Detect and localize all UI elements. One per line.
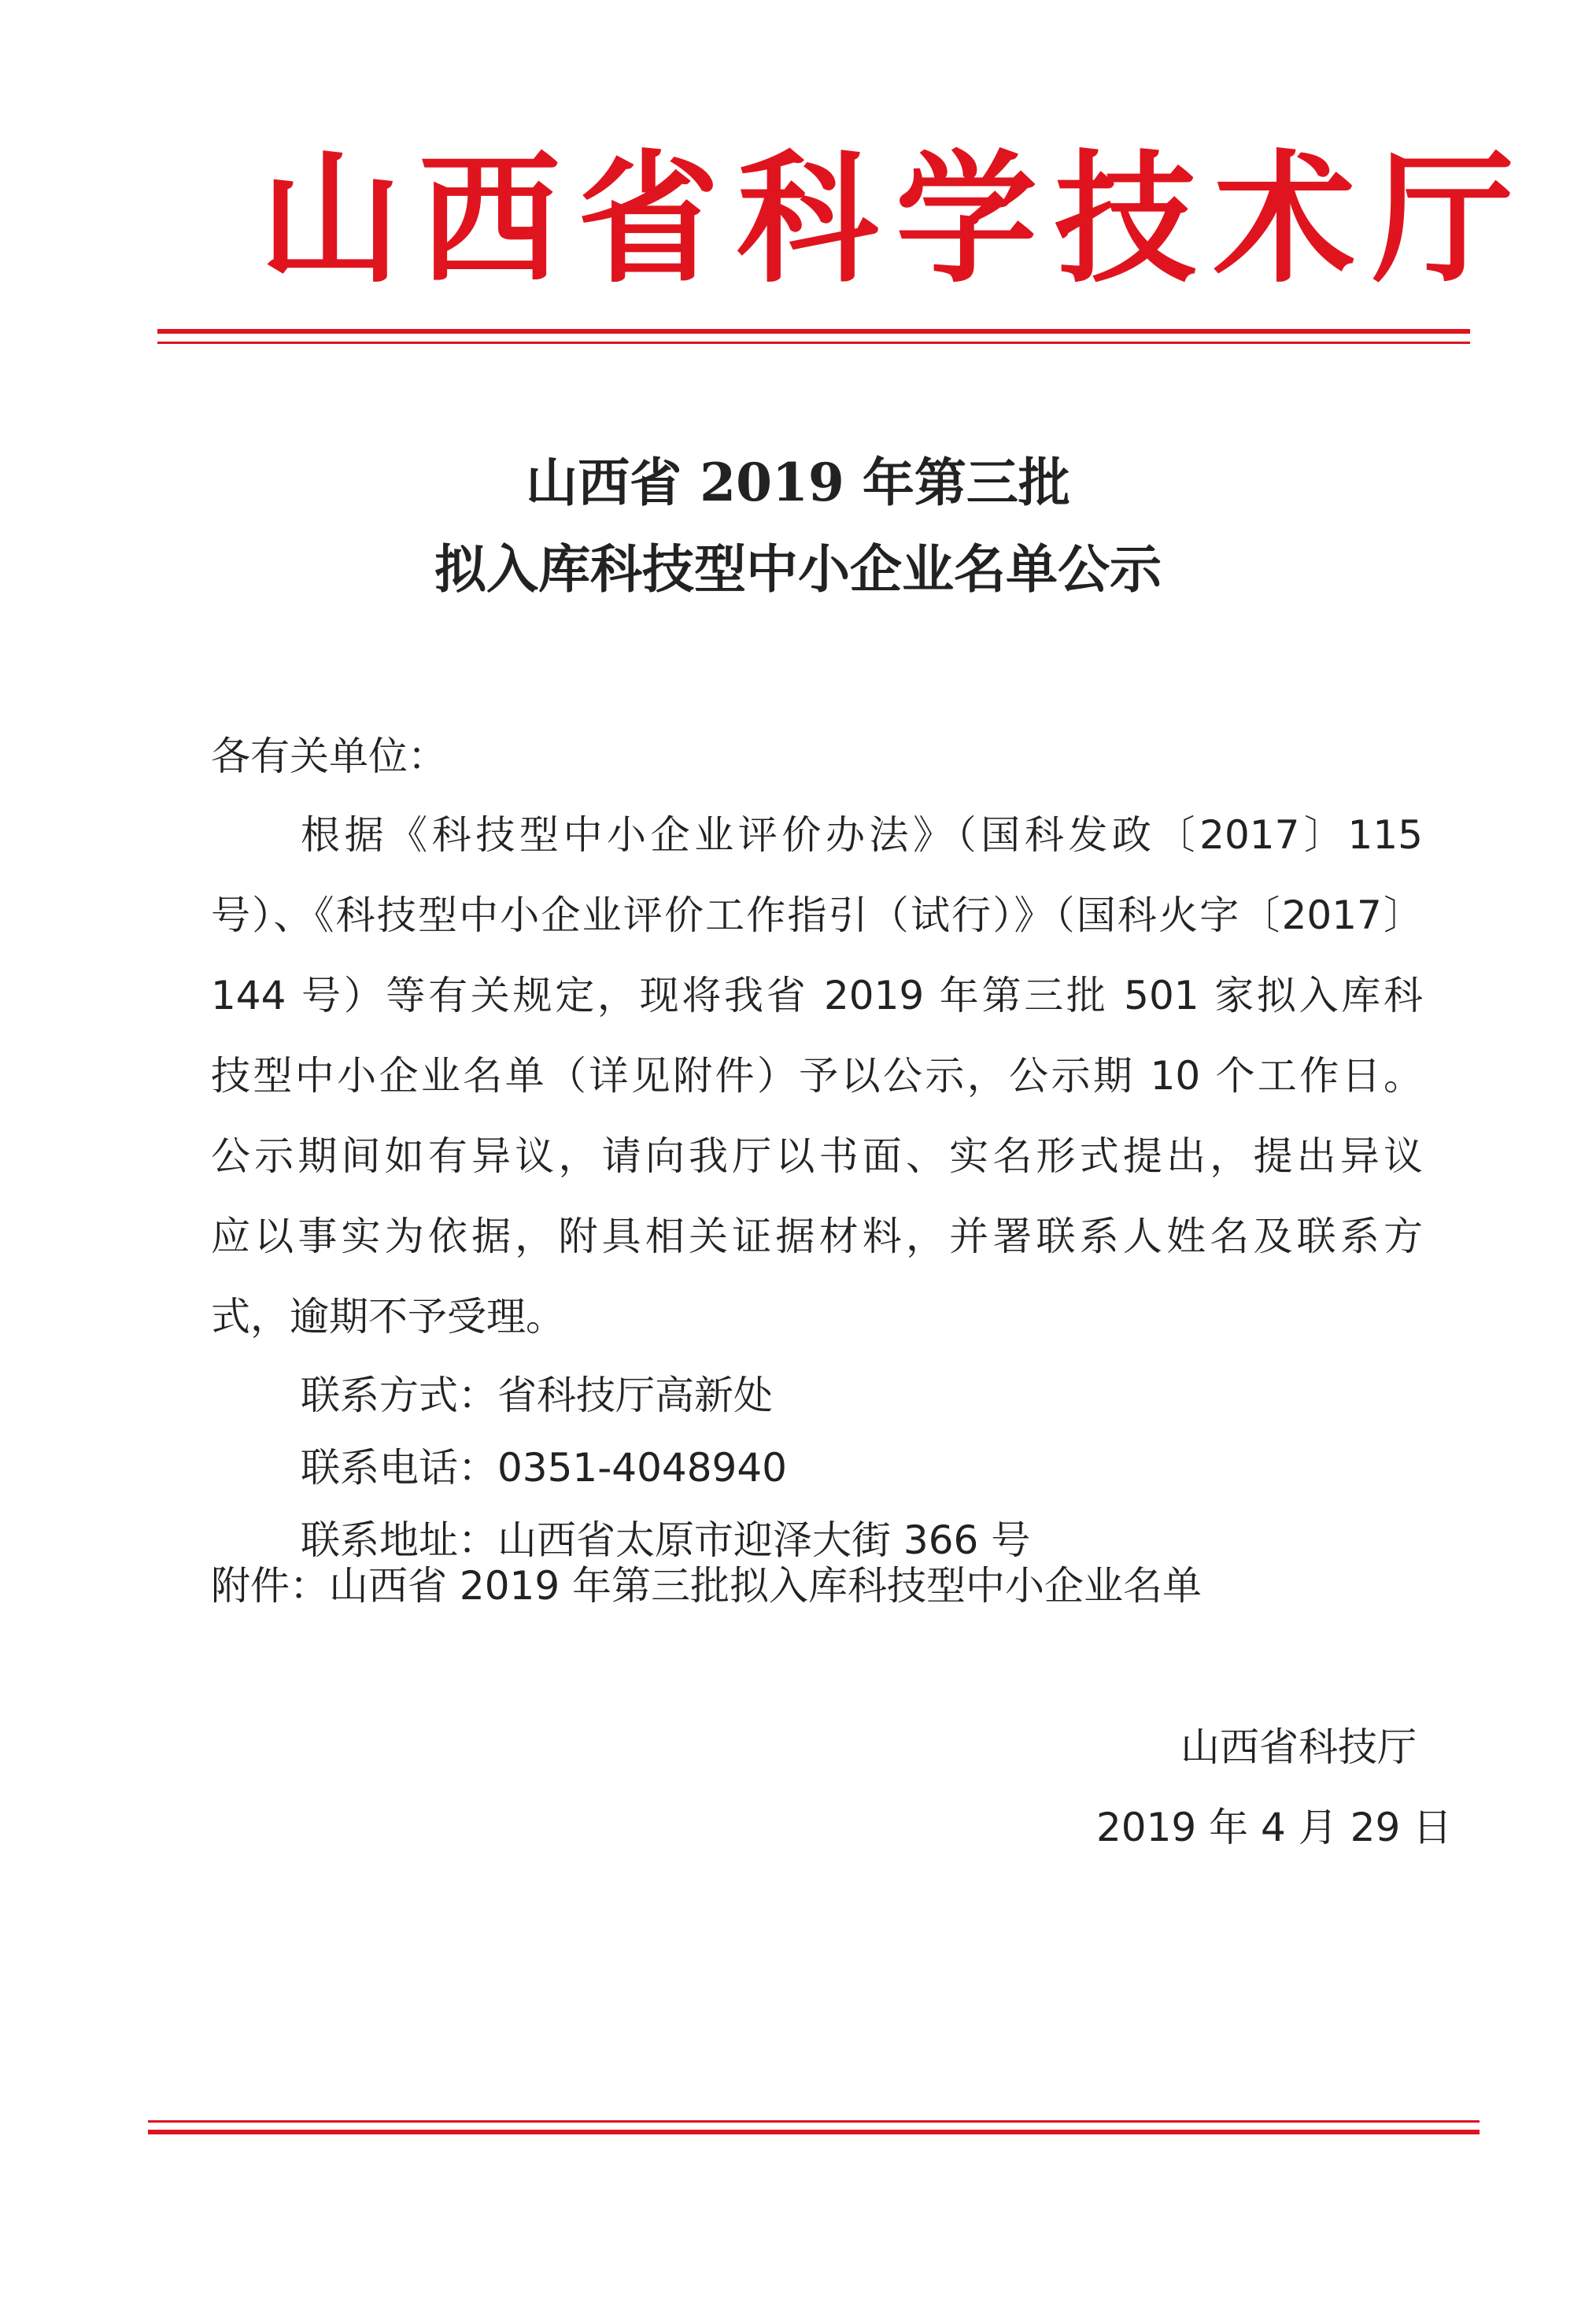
contact-address: 联系地址：山西省太原市迎泽大街 366 号 [301, 1517, 1031, 1563]
masthead-red-rule-thick [157, 329, 1470, 334]
document-title-line-2: 拟入库科技型中小企业名单公示 [434, 538, 1162, 600]
body-line-1: 根据《科技型中小企业评价办法》（国科发政〔2017〕115 [301, 812, 1423, 858]
body-line-3: 144 号）等有关规定，现将我省 2019 年第三批 501 家拟入库科 [211, 973, 1423, 1018]
body-line-6: 应以事实为依据，附具相关证据材料，并署联系人姓名及联系方 [211, 1214, 1423, 1259]
body-line-2: 号）、《科技型中小企业评价工作指引（试行）》（国科火字〔2017〕 [211, 892, 1423, 938]
body-line-4: 技型中小企业名单（详见附件）予以公示，公示期 10 个工作日。 [211, 1053, 1423, 1099]
document-title-line-1: 山西省 2019 年第三批 [526, 452, 1070, 513]
salutation: 各有关单位： [211, 734, 447, 779]
contact-method: 联系方式：省科技厅高新处 [301, 1373, 773, 1418]
body-line-7: 式，逾期不予受理。 [211, 1294, 565, 1340]
masthead-title: 山西省科学技术厅 [260, 138, 1532, 302]
footer-red-rule-thick [148, 2130, 1480, 2134]
issuer-signature: 山西省科技厅 [1180, 1724, 1417, 1770]
footer-red-rule-thin [148, 2120, 1480, 2123]
masthead-red-rule-thin [157, 342, 1470, 344]
body-line-5: 公示期间如有异议，请向我厅以书面、实名形式提出，提出异议 [211, 1133, 1423, 1179]
contact-phone: 联系电话：0351-4048940 [301, 1445, 787, 1491]
attachment-note: 附件：山西省 2019 年第三批拟入库科技型中小企业名单 [211, 1563, 1203, 1609]
issue-date: 2019 年 4 月 29 日 [1096, 1805, 1453, 1850]
